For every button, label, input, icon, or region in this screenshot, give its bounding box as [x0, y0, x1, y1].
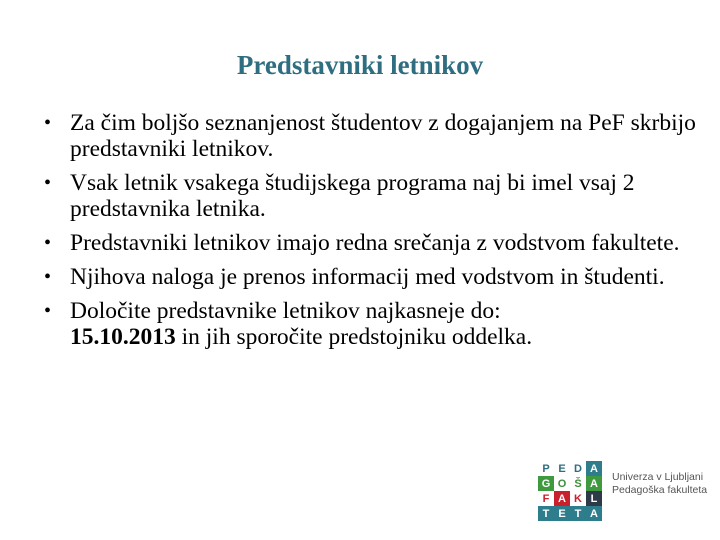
logo-letter: E	[554, 461, 570, 476]
university-name	[612, 471, 707, 497]
logo-letter: O	[554, 476, 570, 491]
bullet-text: Za čim boljšo seznanjenost študentov z dogajanjem na PeF skrbijo predstavniki letnikov.	[70, 110, 696, 162]
bullet-text: Predstavniki letnikov imajo redna srečanja z vodstvom fakultete.	[70, 230, 680, 256]
logo-letter: K	[570, 491, 586, 506]
bullet-dot: •	[44, 266, 52, 288]
logo-letter: Š	[570, 476, 586, 491]
logo-letter: A	[554, 491, 570, 506]
logo-letter: P	[538, 461, 554, 476]
bullet-list	[40, 110, 700, 358]
logo-letter: A	[586, 506, 602, 521]
bullet-item	[40, 170, 700, 222]
bullet-item	[40, 110, 700, 162]
logo-letter: E	[554, 506, 570, 521]
bullet-text: Vsak letnik vsakega študijskega programa naj bi imel vsaj 2 predstavnika letnika.	[70, 170, 635, 222]
logo-letter: G	[538, 476, 554, 491]
bullet-dot: •	[44, 300, 52, 322]
logo-letter: A	[586, 461, 602, 476]
bullet-text-tail: in jih sporočite predstojniku oddelka.	[175, 324, 533, 350]
logo-letter: F	[538, 491, 554, 506]
deadline-date: 15.10.2013	[70, 324, 176, 350]
bullet-item	[40, 264, 700, 290]
logo-letter-grid	[538, 461, 602, 521]
logo-letter: D	[570, 461, 586, 476]
university-line-1: Univerza v Ljubljani	[612, 471, 704, 483]
logo-letter: A	[586, 476, 602, 491]
bullet-dot: •	[44, 112, 52, 134]
logo-letter: T	[570, 506, 586, 521]
logo-letter: L	[586, 491, 602, 506]
slide-title: Predstavniki letnikov	[236, 50, 484, 80]
bullet-dot: •	[44, 232, 52, 254]
bullet-dot: •	[44, 172, 52, 194]
logo-letter: T	[538, 506, 554, 521]
bullet-text: Določite predstavnike letnikov najkasneje do:	[70, 298, 501, 324]
bullet-item	[40, 298, 700, 350]
faculty-logo	[538, 461, 602, 521]
bullet-text: Njihova naloga je prenos informacij med vodstvom in študenti.	[70, 264, 665, 290]
university-line-2: Pedagoška fakulteta	[612, 484, 708, 496]
bullet-item	[40, 230, 700, 256]
